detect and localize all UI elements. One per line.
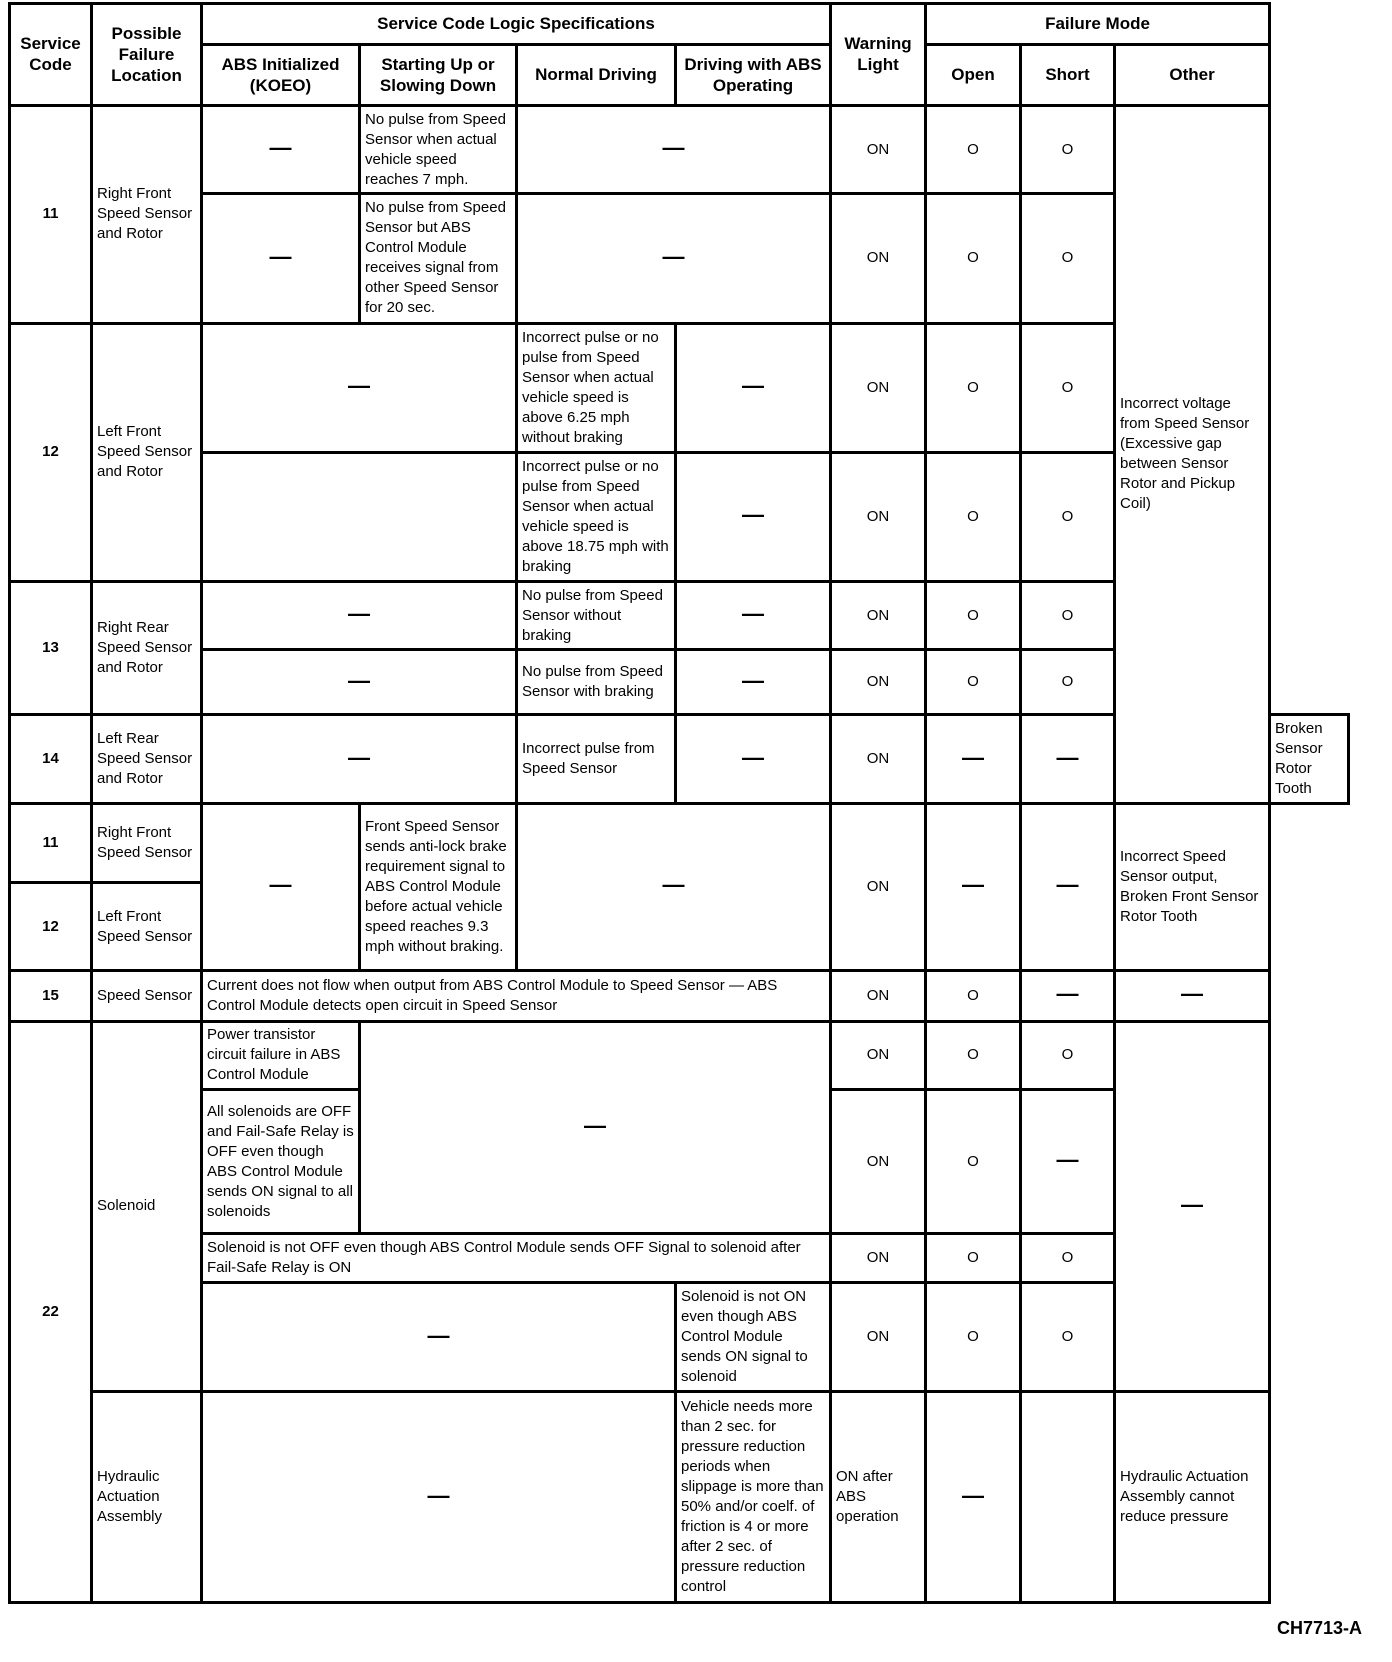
failure-location: Hydraulic Actuation Assembly — [92, 1392, 202, 1603]
warning-light-value: ON after ABS operation — [831, 1392, 926, 1603]
open-mark: O — [926, 1283, 1021, 1392]
dash-mark: — — [1181, 1191, 1204, 1217]
dash-mark: — — [962, 872, 985, 898]
open-mark: O — [926, 323, 1021, 452]
short-mark — [1021, 803, 1115, 970]
dash-cell — [360, 1021, 831, 1234]
dash-cell — [676, 715, 831, 804]
header-warning-light: Warning Light — [831, 4, 926, 106]
short-mark: O — [1021, 650, 1115, 715]
dash-mark: — — [584, 1113, 606, 1139]
failure-location: Left Front Speed Sensor — [92, 883, 202, 971]
dash-mark: — — [348, 373, 370, 399]
other-note — [1115, 1021, 1270, 1391]
dash-mark: — — [1056, 744, 1079, 770]
dash-mark: — — [742, 601, 764, 627]
warning-light-value: ON — [831, 1089, 926, 1234]
table-row — [10, 1392, 1349, 1603]
failure-location: Speed Sensor — [92, 970, 202, 1021]
service-code-12: 12 — [10, 323, 92, 582]
dash-cell — [202, 194, 360, 323]
warning-light-value: ON — [831, 1283, 926, 1392]
header-failure-mode: Failure Mode — [926, 4, 1270, 45]
dash-cell — [202, 1392, 676, 1603]
failure-location: Right Front Speed Sensor — [92, 803, 202, 882]
warning-light-value: ON — [831, 803, 926, 970]
dash-mark: — — [348, 744, 370, 770]
table-row — [10, 105, 1349, 194]
other-note: Hydraulic Actuation Assembly cannot reduce pressure — [1115, 1392, 1270, 1603]
short-mark: O — [1021, 1234, 1115, 1283]
failure-location: Solenoid — [92, 1021, 202, 1391]
failure-location: Left Front Speed Sensor and Rotor — [92, 323, 202, 582]
table-row — [10, 970, 1349, 1021]
short-mark: O — [1021, 105, 1115, 194]
spec-cell: Incorrect pulse or no pulse from Speed Sensor when actual vehicle speed is above 18.75 mph with braking — [517, 452, 676, 581]
empty-cell — [202, 452, 517, 581]
open-mark — [926, 1392, 1021, 1603]
dash-mark: — — [269, 135, 292, 161]
service-code-11: 11 — [10, 803, 92, 882]
open-mark: O — [926, 1021, 1021, 1089]
open-mark: O — [926, 194, 1021, 323]
open-mark: O — [926, 1089, 1021, 1234]
dash-mark: — — [1056, 1147, 1079, 1173]
dash-mark: — — [962, 744, 985, 770]
service-code-13: 13 — [10, 582, 92, 715]
open-mark: O — [926, 582, 1021, 650]
short-mark — [1021, 1392, 1115, 1603]
warning-light-value: ON — [831, 1021, 926, 1089]
dash-mark: — — [1181, 981, 1204, 1007]
warning-light-value: ON — [831, 323, 926, 452]
header-starting-up: Starting Up or Slowing Down — [360, 44, 517, 105]
other-note: Incorrect Speed Sensor output, Broken Front Sensor Rotor Tooth — [1115, 803, 1270, 970]
dash-cell — [676, 650, 831, 715]
dash-cell — [202, 650, 517, 715]
dash-mark: — — [269, 243, 292, 269]
dash-cell — [517, 194, 831, 323]
short-mark — [1021, 1089, 1115, 1234]
spec-cell: Incorrect pulse or no pulse from Speed Sensor when actual vehicle speed is above 6.25 mph without braking — [517, 323, 676, 452]
service-code-15: 15 — [10, 970, 92, 1021]
open-mark: O — [926, 650, 1021, 715]
dash-mark: — — [1056, 872, 1079, 898]
dash-mark: — — [348, 601, 370, 627]
spec-cell: All solenoids are OFF and Fail-Safe Relay is OFF even though ABS Control Module sends ON signal to all solenoids — [202, 1089, 360, 1234]
dash-mark: — — [962, 1482, 985, 1508]
dash-mark: — — [427, 1482, 450, 1508]
service-code-22: 22 — [10, 1021, 92, 1602]
warning-light-value: ON — [831, 452, 926, 581]
short-mark: O — [1021, 1021, 1115, 1089]
other-note: Broken Sensor Rotor Tooth — [1270, 715, 1349, 804]
warning-light-value: ON — [831, 970, 926, 1021]
open-mark: O — [926, 452, 1021, 581]
spec-cell: No pulse from Speed Sensor but ABS Control Module receives signal from other Speed Sensor for 20 sec. — [360, 194, 517, 323]
open-mark — [926, 715, 1021, 804]
service-code-table — [8, 2, 1350, 1604]
open-mark — [926, 803, 1021, 970]
figure-code: CH7713-A — [1276, 1618, 1362, 1638]
spec-cell: Front Speed Sensor sends anti-lock brake requirement signal to ABS Control Module before actual vehicle speed reaches 9.3 mph without braking. — [360, 803, 517, 970]
dash-mark: — — [742, 744, 764, 770]
open-mark: O — [926, 1234, 1021, 1283]
spec-cell: Solenoid is not ON even though ABS Control Module sends ON signal to solenoid — [676, 1283, 831, 1392]
dash-mark: — — [1056, 981, 1079, 1007]
header-service-code: Service Code — [10, 4, 92, 106]
header-short: Short — [1021, 44, 1115, 105]
warning-light-value: ON — [831, 715, 926, 804]
header-abs-initialized: ABS Initialized (KOEO) — [202, 44, 360, 105]
dash-cell — [676, 323, 831, 452]
short-mark: O — [1021, 452, 1115, 581]
header-possible-failure-location: Possible Failure Location — [92, 4, 202, 106]
open-mark: O — [926, 105, 1021, 194]
spec-cell: No pulse from Speed Sensor when actual vehicle speed reaches 7 mph. — [360, 105, 517, 194]
service-code-11: 11 — [10, 105, 92, 323]
short-mark: O — [1021, 1283, 1115, 1392]
dash-cell — [202, 323, 517, 452]
table-row — [10, 803, 1349, 882]
spec-cell: Power transistor circuit failure in ABS Control Module — [202, 1021, 360, 1089]
failure-location: Right Rear Speed Sensor and Rotor — [92, 582, 202, 715]
dash-cell — [517, 803, 831, 970]
table-row — [10, 1021, 1349, 1089]
failure-location: Left Rear Speed Sensor and Rotor — [92, 715, 202, 804]
open-mark: O — [926, 970, 1021, 1021]
dash-cell — [202, 715, 517, 804]
dash-mark: — — [427, 1322, 450, 1348]
dash-cell — [676, 452, 831, 581]
short-mark: O — [1021, 582, 1115, 650]
header-other: Other — [1115, 44, 1270, 105]
spec-cell: Current does not flow when output from ABS Control Module to Speed Sensor — ABS Control Module detects open circuit in Speed Sensor — [202, 970, 831, 1021]
failure-location: Right Front Speed Sensor and Rotor — [92, 105, 202, 323]
header-open: Open — [926, 44, 1021, 105]
dash-mark: — — [269, 872, 292, 898]
short-mark — [1021, 970, 1115, 1021]
dash-mark: — — [742, 502, 764, 528]
short-mark: O — [1021, 323, 1115, 452]
header-driving-with-abs: Driving with ABS Operating — [676, 44, 831, 105]
dash-mark: — — [662, 243, 685, 269]
warning-light-value: ON — [831, 105, 926, 194]
warning-light-value: ON — [831, 650, 926, 715]
dash-cell — [676, 582, 831, 650]
header-normal-driving: Normal Driving — [517, 44, 676, 105]
short-mark: O — [1021, 194, 1115, 323]
spec-cell: Vehicle needs more than 2 sec. for pressure reduction periods when slippage is more than 50% and/or coelf. of friction is 4 or more after 2 sec. of pressure reduction control — [676, 1392, 831, 1603]
spec-cell: No pulse from Speed Sensor without braking — [517, 582, 676, 650]
warning-light-value: ON — [831, 582, 926, 650]
dash-mark: — — [742, 373, 764, 399]
service-code-14: 14 — [10, 715, 92, 804]
dash-cell — [517, 105, 831, 194]
dash-mark: — — [742, 667, 764, 693]
spec-cell: Incorrect pulse from Speed Sensor — [517, 715, 676, 804]
other-note — [1115, 970, 1270, 1021]
dash-cell — [202, 582, 517, 650]
other-note: Incorrect voltage from Speed Sensor (Excessive gap between Sensor Rotor and Pickup Coil) — [1115, 105, 1270, 803]
dash-cell — [202, 105, 360, 194]
service-code-12: 12 — [10, 883, 92, 971]
dash-mark: — — [662, 135, 685, 161]
dash-mark: — — [662, 872, 685, 898]
warning-light-value: ON — [831, 194, 926, 323]
header-service-code-logic: Service Code Logic Specifications — [202, 4, 831, 45]
dash-cell — [202, 803, 360, 970]
short-mark — [1021, 715, 1115, 804]
warning-light-value: ON — [831, 1234, 926, 1283]
dash-cell — [202, 1283, 676, 1392]
spec-cell: Solenoid is not OFF even though ABS Control Module sends OFF Signal to solenoid after Fail-Safe Relay is ON — [202, 1234, 831, 1283]
spec-cell: No pulse from Speed Sensor with braking — [517, 650, 676, 715]
dash-mark: — — [348, 667, 370, 693]
